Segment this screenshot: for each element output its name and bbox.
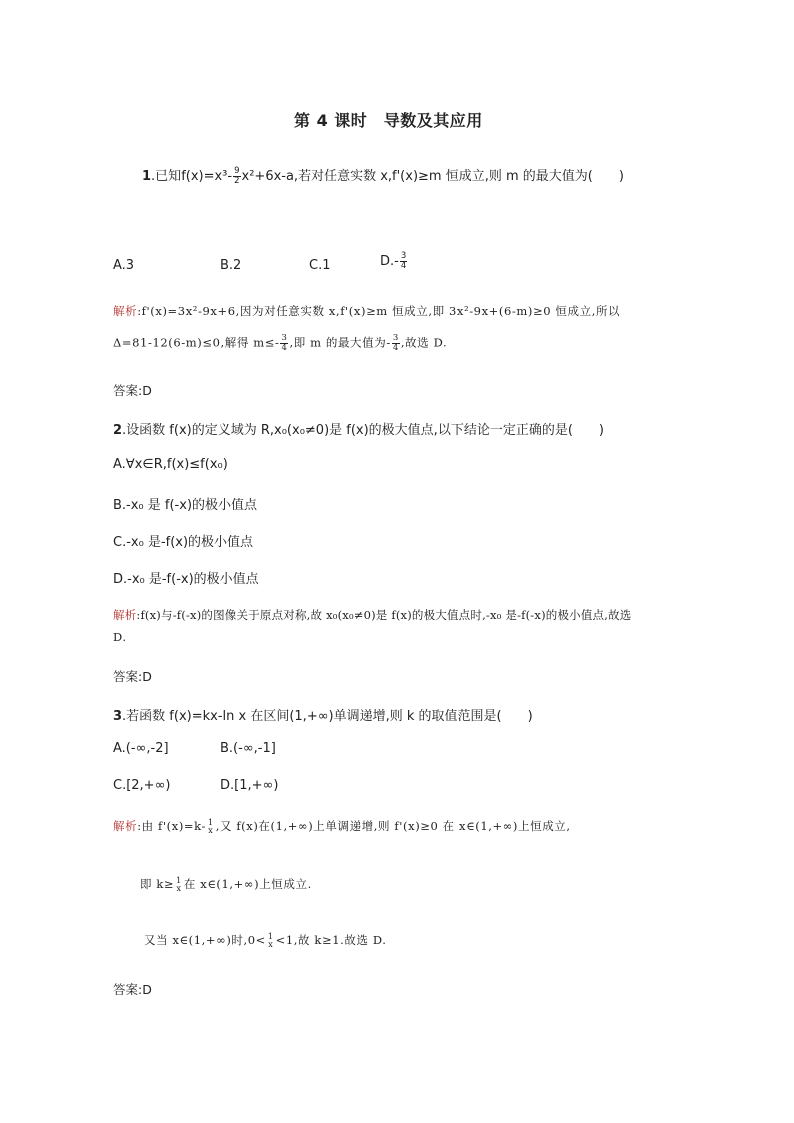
option-d: D.[1,+∞) bbox=[220, 778, 279, 793]
solution-3-line-1: 解析:由 f'(x)=k- 1 x ,又 f(x)在(1,+∞)上单调递增,则 f'(x)≥0 在 x∈(1,+∞)上恒成立, bbox=[113, 818, 571, 835]
stem-text: .已知 bbox=[151, 169, 182, 184]
answer-3: 答案:D bbox=[113, 982, 152, 997]
stem-text: f(x)=x³- bbox=[181, 169, 233, 184]
solution-2-line-1: 解析:f(x)与-f(-x)的图像关于原点对称,故 x₀(x₀≠0)是 f(x)的极大值点时,-x₀ 是-f(-x)的极小值点,故选 bbox=[113, 608, 632, 622]
answer-2: 答案:D bbox=[113, 669, 152, 684]
question-number: 2 bbox=[113, 423, 123, 438]
question-2-stem: 2.设函数 f(x)的定义域为 R,x₀(x₀≠0)是 f(x)的极大值点,以下结论一定正确的是( ) bbox=[113, 423, 604, 438]
option-c: C.1 bbox=[309, 258, 331, 273]
fraction: $\frac{9}{2}$ bbox=[234, 166, 240, 186]
question-3-stem: 3.若函数 f(x)=kx-ln x 在区间(1,+∞)单调递增,则 k 的取值范围是( ) bbox=[113, 709, 533, 724]
option-a: A.∀x∈R,f(x)≤f(x₀) bbox=[113, 457, 228, 472]
option-b: B.2 bbox=[220, 258, 242, 273]
option-c: C.-x₀ 是-f(x)的极小值点 bbox=[113, 535, 254, 550]
option-d: D.-x₀ 是-f(-x)的极小值点 bbox=[113, 572, 259, 587]
solution-text: :f'(x)=3x²-9x+6,因为对任意实数 x,f'(x)≥m 恒成立,即 3x²-9x+(6-m)≥0 恒成立,所以 bbox=[137, 304, 621, 318]
question-1-stem bbox=[142, 165, 624, 186]
solution-3-line-2: 即 k≥ 1 x 在 x∈(1,+∞)上恒成立. bbox=[140, 876, 312, 893]
option-c: C.[2,+∞) bbox=[113, 778, 171, 793]
stem-text: x²+6x-a,若对任意实数 x,f'(x)≥m 恒成立,则 m 的最大值为( ) bbox=[241, 169, 624, 184]
option-b: B.(-∞,-1] bbox=[220, 741, 276, 756]
solution-label: 解析 bbox=[113, 608, 137, 622]
question-number: 3 bbox=[113, 709, 123, 724]
page-title: 第 4 课时 导数及其应用 bbox=[294, 111, 483, 130]
solution-1-line-2: Δ=81-12(6-m)≤0,解得 m≤- $\frac{3}{4}$ ,即 m 的最大值为- $\frac{3}{4}$ ,故选 D. bbox=[113, 333, 448, 353]
solution-label: 解析 bbox=[113, 819, 138, 833]
option-a: A.3 bbox=[113, 258, 135, 273]
solution-1-line-1 bbox=[113, 303, 620, 319]
question-number: 1 bbox=[142, 169, 152, 184]
option-b: B.-x₀ 是 f(-x)的极小值点 bbox=[113, 498, 258, 513]
solution-label: 解析 bbox=[113, 304, 138, 318]
option-d: D.- $\frac{3}{4}$ bbox=[380, 251, 407, 271]
answer-1: 答案:D bbox=[113, 383, 152, 398]
solution-3-line-3: 又当 x∈(1,+∞)时,0< 1 x <1,故 k≥1.故选 D. bbox=[144, 932, 387, 949]
option-a: A.(-∞,-2] bbox=[113, 741, 169, 756]
solution-2-line-2: D. bbox=[113, 630, 127, 644]
